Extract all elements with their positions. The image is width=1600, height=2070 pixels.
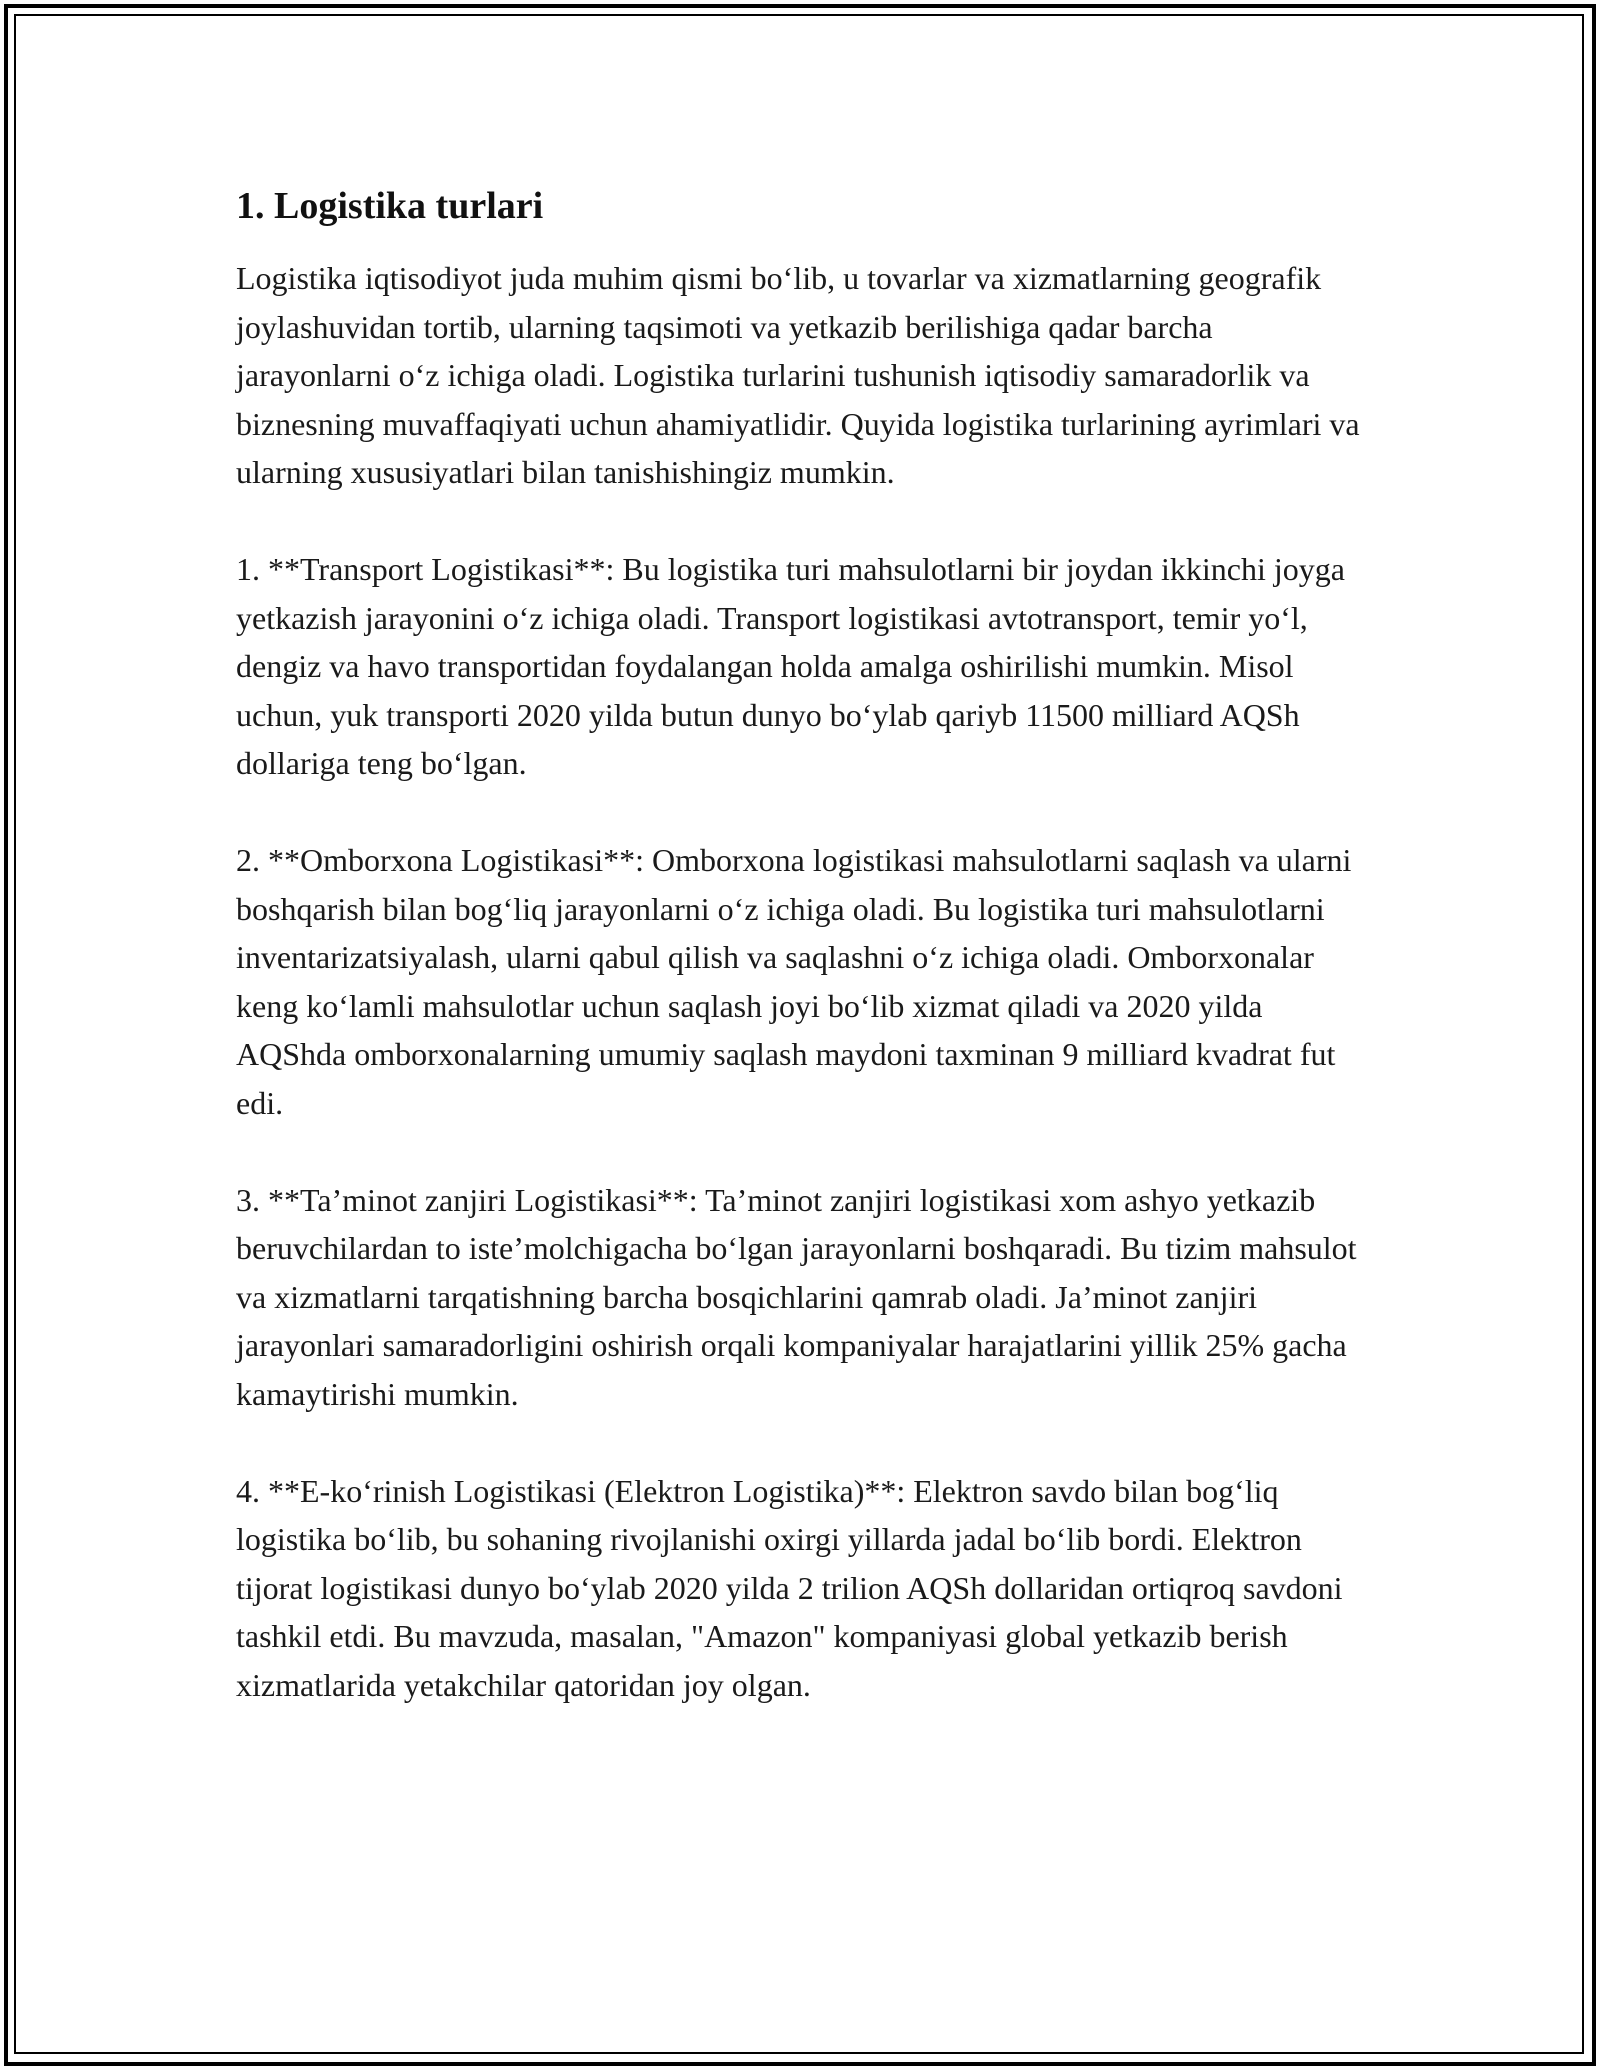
- warehouse-logistics-paragraph: 2. **Omborxona Logistikasi**: Omborxona logistikasi mahsulotlarni saqlash va ularni boshqarish bilan bog‘liq jarayonlarni o‘z ichiga oladi. Bu logistika turi mahsulotlarni inventarizatsiyalash, ularni qabul qilish va saqlashni o‘z ichiga oladi. Omborxonalar keng ko‘lamli mahsulotlar uchun saqlash joyi bo‘lib xizmat qiladi va 2020 yilda AQShda omborxonalarning umumiy saqlash maydoni taxminan 9 milliard kvadrat fut edi.: [236, 842, 1352, 1121]
- transport-logistics-paragraph: 1. **Transport Logistikasi**: Bu logistika turi mahsulotlarni bir joydan ikkinchi joyga yetkazish jarayonini o‘z ichiga oladi. Transport logistikasi avtotransport, temir yo‘l, dengiz va havo transportidan foydalangan holda amalga oshirilishi mumkin. Misol uchun, yuk transporti 2020 yilda butun dunyo bo‘ylab qariyb 11500 milliard AQSh dollariga teng bo‘lgan.: [236, 551, 1345, 781]
- section-heading: 1. Logistika turlari: [236, 185, 544, 227]
- document-body: [236, 182, 1366, 1709]
- intro-paragraph: Logistika iqtisodiyot juda muhim qismi bo‘lib, u tovarlar va xizmatlarning geografik joylashuvidan tortib, ularning taqsimoti va yetkazib berilishiga qadar barcha jarayonlarni o‘z ichiga oladi. Logistika turlarini tushunish iqtisodiy samaradorlik va biznesning muvaffaqiyati uchun ahamiyatlidir. Quyida logistika turlarining ayrimlari va ularning xususiyatlari bilan tanishishingiz mumkin.: [236, 260, 1360, 490]
- e-logistics-paragraph: 4. **E-ko‘rinish Logistikasi (Elektron Logistika)**: Elektron savdo bilan bog‘liq logistika bo‘lib, bu sohaning rivojlanishi oxirgi yillarda jadal bo‘lib bordi. Elektron tijorat logistikasi dunyo bo‘ylab 2020 yilda 2 trilion AQSh dollaridan ortiqroq savdoni tashkil etdi. Bu mavzuda, masalan, "Amazon" kompaniyasi global yetkazib berish xizmatlarida yetakchilar qatoridan joy olgan.: [236, 1472, 1343, 1703]
- supply-chain-logistics-paragraph: 3. **Ta’minot zanjiri Logistikasi**: Ta’minot zanjiri logistikasi xom ashyo yetkazib beruvchilardan to iste’molchigacha bo‘lgan jarayonlarni boshqaradi. Bu tizim mahsulot va xizmatlarni tarqatishning barcha bosqichlarini qamrab oladi. Ja’minot zanjiri jarayonlari samaradorligini oshirish orqali kompaniyalar harajatlarini yillik 25% gacha kamaytirishi mumkin.: [236, 1181, 1357, 1412]
